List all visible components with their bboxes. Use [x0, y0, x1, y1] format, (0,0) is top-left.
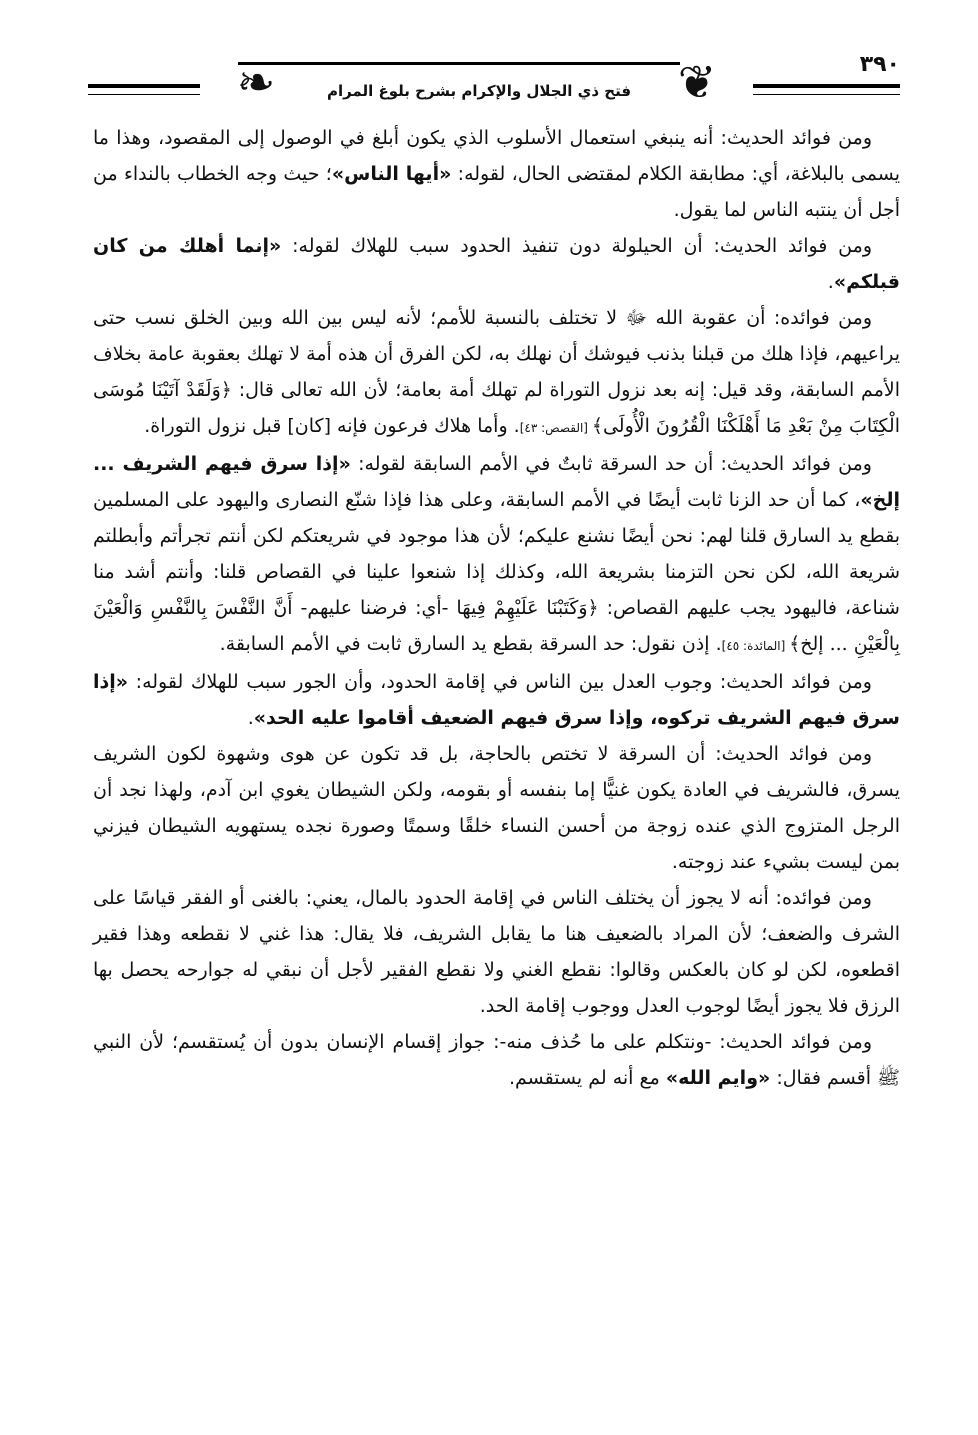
running-header: [88, 50, 900, 112]
text-run: .: [827, 271, 834, 293]
text-run: . إذن نقول: حد السرقة بقطع يد السارق ثابت في الأمم السابقة.: [219, 633, 722, 655]
header-rule: [238, 62, 680, 65]
paragraph: [93, 120, 900, 228]
text-run: ومن فوائده: أنه لا يجوز أن يختلف الناس في إقامة الحدود بالمال، يعني: بالغنى أو الفقر قياسًا على الشرف والضعف؛ لأن المراد بالضعيف هنا ما يقابل الشريف، فلا يقال: هذا غني لا نقطعه وهذا فقير اقطعوه، لكن لو كان بالعكس وقالوا: نقطع الغني ولا نقطع الفقير لأجل أن نبقي له جوارحه يحصل بها الرزق فلا يجوز أيضًا لوجوب العدل ووجوب إقامة الحد.: [93, 887, 900, 1017]
hadith-quote: «إذا سرق فيهم الشريف تركوه، وإذا سرق فيهم الضعيف أقاموا عليه الحد»: [93, 671, 900, 729]
header-rule: [88, 84, 200, 95]
verse-reference: [المائدة: ٤٥]: [721, 639, 790, 653]
verse-reference: [القصص: ٤٣]: [519, 421, 592, 435]
text-run: مع أنه لم يستقسم.: [508, 1067, 666, 1089]
ornament-icon: ❧: [236, 55, 276, 109]
text-run: ومن فوائد الحديث: وجوب العدل بين الناس في إقامة الحدود، وأن الجور سبب للهلاك لقوله:: [128, 671, 872, 693]
header-rule: [753, 84, 900, 95]
book-title: فتح ذي الجلال والإكرام بشرح بلوغ المرام: [326, 82, 632, 100]
text-run: ومن فوائد الحديث: أنه ينبغي استعمال الأسلوب الذي يكون أبلغ في الوصول إلى المقصود، وهذا ما يسمى بالبلاغة، أي: مطابقة الكلام لمقتضى الحال، لقوله:: [93, 127, 901, 185]
text-run: -أي: فرضنا عليهم-: [292, 597, 457, 619]
page-number: ٣٩٠: [859, 52, 900, 77]
text-run: ومن فوائد الحديث: أن حد السرقة ثابتٌ في الأمم السابقة لقوله:: [350, 453, 872, 475]
hadith-quote: «إنما أهلك من كان قبلكم»: [93, 235, 900, 293]
paragraph: [93, 880, 900, 1024]
text-run: . وأما هلاك فرعون فإنه [كان] قبل نزول التوراة.: [144, 415, 520, 437]
paragraph: [93, 228, 900, 300]
paragraph: [93, 736, 900, 880]
text-run: ؛ حيث وجه الخطاب بالنداء من أجل أن ينتبه الناس لما يقول.: [93, 163, 900, 221]
hadith-quote: «أيها الناس»: [331, 163, 452, 185]
paragraph: [93, 446, 900, 664]
text-run: .: [247, 707, 254, 729]
paragraph: [93, 1024, 900, 1096]
hadith-quote: «وايم الله»: [665, 1067, 771, 1089]
text-run: ومن فوائده: أن عقوبة الله ﷻ لا تختلف بالنسبة للأمم؛ لأنه ليس بين الله وبين الخلق نسب حتى يراعيهم، فإذا هلك من قبلنا بذنب فيوشك أن نهلك به، لكن الفرق أن هذه أمة لا تهلك بعقوبة عامة بخلاف الأمم السابقة، وقد قيل: إنه بعد نزول التوراة لم تهلك أمة بعامة؛ لأن الله تعالى قال:: [93, 307, 900, 401]
text-run: ، كما أن حد الزنا ثابت أيضًا في الأمم السابقة، وعلى هذا فإذا شنّع النصارى واليهود على المسلمين بقطع يد السارق قلنا لهم: نحن أيضًا نشنع عليكم؛ لأن هذا موجود في شريعتكم لكن أنتم تجرأتم وأبطلتم شريعة الله، لكن نحن التزمنا بشريعة الله، وكذلك إذا شنعوا علينا في القصاص قلنا: وأنتم أشد منا شناعة، فاليهود يجب عليهم القصاص:: [93, 489, 900, 619]
quran-verse: ﴿وَلَقَدْ آتَيْنَا مُوسَى الْكِتَابَ مِنْ بَعْدِ مَا أَهْلَكْنَا الْقُرُونَ الْأُولَى﴾: [93, 379, 900, 437]
page-body: [93, 120, 900, 1096]
text-run: ومن فوائد الحديث: -ونتكلم على ما حُذف منه-: جواز إقسام الإنسان بدون أن يُستقسم؛ لأن النبي ﷺ أقسم فقال:: [93, 1031, 900, 1089]
paragraph: [93, 300, 900, 446]
hadith-quote: «إذا سرق فيهم الشريف ... إلخ»: [93, 453, 900, 511]
quran-verse: ﴿وَكَتَبْنَا عَلَيْهِمْ فِيهَا: [456, 597, 599, 619]
paragraph: [93, 664, 900, 736]
ornament-icon: ❦: [677, 55, 717, 109]
text-run: ومن فوائد الحديث: أن الحيلولة دون تنفيذ الحدود سبب للهلاك لقوله:: [281, 235, 872, 257]
quran-verse: أَنَّ النَّفْسَ بِالنَّفْسِ وَالْعَيْنَ بِالْعَيْنِ ... إلخ﴾: [93, 597, 900, 655]
text-run: ومن فوائد الحديث: أن السرقة لا تختص بالحاجة، بل قد تكون عن هوى وشهوة لكون الشريف يسرق، فالشريف في العادة يكون غنيًّا إما بنفسه أو بقومه، ولكن الشيطان يغوي ابن آدم، ولهذا نجد أن الرجل المتزوج الذي عنده زوجة من أحسن النساء خلقًا وسمتًا وصورة نجده يستهويه الشيطان فيزني بمن ليست بشيء عند زوجته.: [93, 743, 900, 873]
